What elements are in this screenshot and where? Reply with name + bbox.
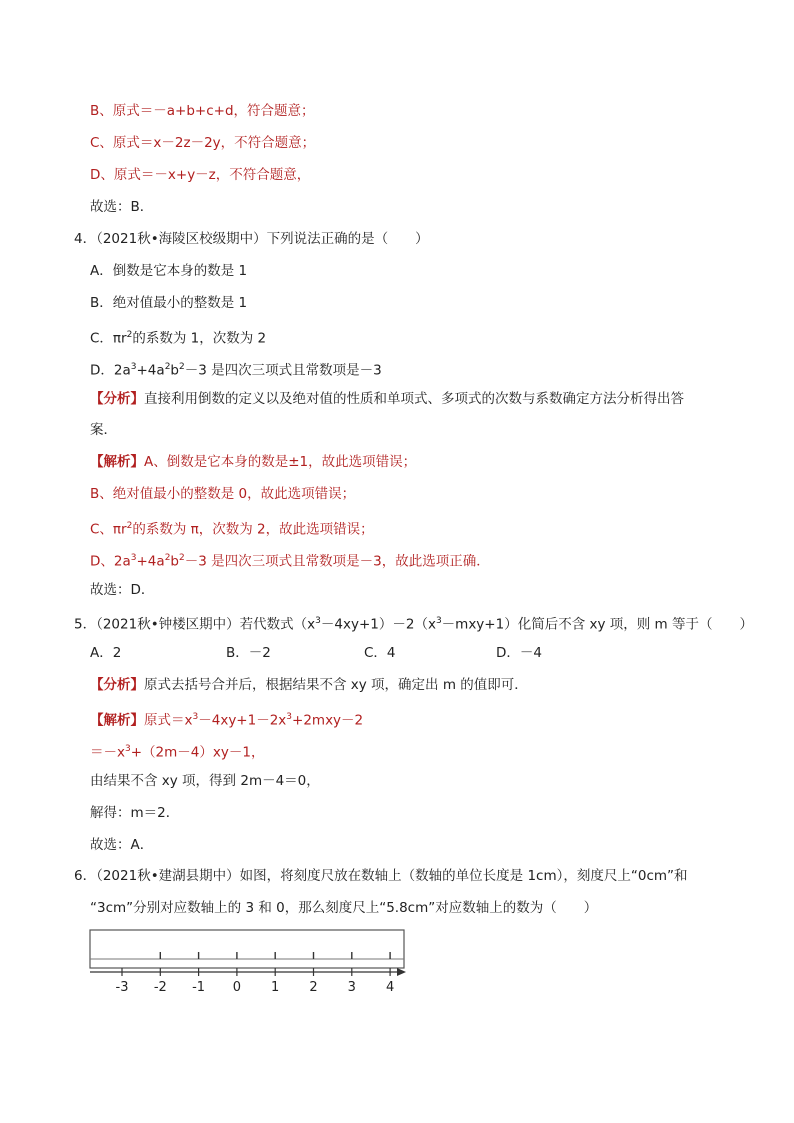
q4-analysis-text: 直接利用倒数的定义以及绝对值的性质和单项式、多项式的次数与系数确定方法分析得出答: [144, 391, 684, 407]
q5-solution-4: 解得：m＝2．: [90, 805, 180, 821]
q4-solution-a-text: A、倒数是它本身的数是±1，故此选项错误；: [144, 454, 417, 470]
number-line-arrow-icon: [397, 968, 406, 976]
q4-solution-d-post: －3 是四次三项式且常数项是－3，故此选项正确．: [184, 553, 490, 570]
q5-solution-1-pre: 原式＝x: [144, 712, 193, 729]
q5-solution-2-pre: ＝－x: [90, 744, 125, 761]
q3-option-d-solution: D、原式＝－x+y－z，不符合题意，: [90, 167, 311, 183]
q5-analysis-text: 原式去括号合并后，根据结果不含 xy 项，确定出 m 的值即可．: [144, 677, 528, 693]
q3-answer: 故选：B．: [90, 199, 154, 215]
q6-stem-line-1: 6．（2021秋•建湖县期中）如图，将刻度尺放在数轴上（数轴的单位长度是 1cm），刻度尺上“0cm”和: [74, 868, 688, 884]
q4-solution-d: [90, 548, 490, 572]
superscript: 3: [315, 616, 321, 626]
analysis-tag: 【分析】: [90, 677, 144, 693]
q4-option-c-pre: C．πr: [90, 330, 127, 347]
q5-option-b: B．－2: [226, 645, 271, 661]
q4-option-d-mid1: +4a: [136, 362, 165, 379]
superscript: 2: [179, 553, 185, 563]
q5-stem: [74, 611, 753, 635]
superscript: 2: [126, 521, 133, 531]
analysis-tag: 【分析】: [90, 391, 144, 407]
q4-option-c-post: 的系数为 1，次数为 2: [132, 330, 267, 347]
q5-solution-2-post: +（2m－4）xy－1，: [130, 744, 265, 761]
q6-stem-line-2: “3cm”分别对应数轴上的 3 和 0，那么刻度尺上“5.8cm”对应数轴上的数为（ ）: [90, 900, 598, 916]
q5-stem-1: 5．（2021秋•钟楼区期中）若代数式（x: [74, 616, 316, 633]
q4-option-c: [90, 325, 266, 349]
q4-option-a: A．倒数是它本身的数是 1: [90, 263, 248, 279]
number-line-label: -3: [115, 980, 129, 995]
q4-option-d-mid2: b: [170, 362, 179, 379]
q5-stem-3: －mxy+1）化简后不含 xy 项，则 m 等于（ ）: [441, 616, 753, 633]
q4-option-b: B．绝对值最小的整数是 1: [90, 295, 248, 311]
q4-solution-c-pre: C、πr: [90, 521, 127, 538]
superscript: 2: [164, 362, 171, 372]
q4-solution-a: [90, 452, 416, 472]
q5-answer: 故选：A．: [90, 837, 154, 853]
number-line-label: 1: [271, 980, 280, 995]
q5-analysis: [90, 675, 528, 695]
q5-stem-2: －4xy+1）－2（x: [320, 616, 436, 633]
q3-option-c-solution: C、原式＝x－2z－2y，不符合题意；: [90, 135, 316, 151]
number-line-label: -1: [192, 980, 206, 995]
ruler-number-line-figure: [88, 928, 408, 1000]
q5-solution-1-post: +2mxy－2: [292, 712, 364, 729]
q4-solution-c-post: 的系数为 π，次数为 2，故此选项错误；: [132, 521, 374, 538]
q4-solution-d-mid2: b: [170, 553, 179, 570]
q4-answer: 故选：D．: [90, 582, 155, 598]
superscript: 2: [164, 553, 171, 563]
q4-option-d: [90, 357, 382, 381]
number-line-label: 4: [385, 980, 395, 995]
q5-solution-2: [90, 739, 264, 763]
solution-tag: 【解析】: [90, 712, 144, 729]
q5-solution-1-mid: －4xy+1－2x: [198, 712, 287, 729]
number-line-label: 0: [232, 980, 242, 995]
superscript: 3: [130, 553, 137, 563]
solution-tag: 【解析】: [90, 454, 144, 470]
superscript: 3: [286, 712, 293, 722]
q4-option-d-post: －3 是四次三项式且常数项是－3: [184, 362, 382, 379]
superscript: 3: [125, 744, 131, 754]
superscript: 3: [435, 616, 442, 626]
q4-solution-c: [90, 516, 374, 540]
q5-solution-1: [90, 707, 363, 731]
q5-option-d: D．－4: [496, 645, 542, 661]
superscript: 3: [130, 362, 137, 372]
number-line-label: 3: [347, 980, 356, 995]
number-line-label: 2: [309, 980, 318, 995]
q5-option-c: C．4: [364, 645, 396, 661]
q4-analysis-line-2: 案．: [90, 422, 117, 438]
q4-solution-d-mid1: +4a: [136, 553, 165, 570]
q5-option-a: A．2: [90, 645, 122, 661]
superscript: 3: [192, 712, 199, 722]
q4-option-d-pre: D．2a: [90, 362, 131, 379]
q3-option-b-solution: B、原式＝－a+b+c+d，符合题意；: [90, 103, 315, 119]
q4-solution-b: B、绝对值最小的整数是 0，故此选项错误；: [90, 486, 356, 502]
q4-analysis-line-1: [90, 389, 684, 409]
q5-solution-3: 由结果不含 xy 项，得到 2m－4＝0，: [90, 773, 320, 789]
number-line-label: -2: [153, 980, 167, 995]
superscript: 2: [179, 362, 185, 372]
q4-stem: 4．（2021秋•海陵区校级期中）下列说法正确的是（ ）: [74, 231, 429, 247]
ruler-body: [90, 930, 404, 968]
superscript: 2: [126, 330, 133, 340]
q4-solution-d-pre: D、2a: [90, 553, 131, 570]
